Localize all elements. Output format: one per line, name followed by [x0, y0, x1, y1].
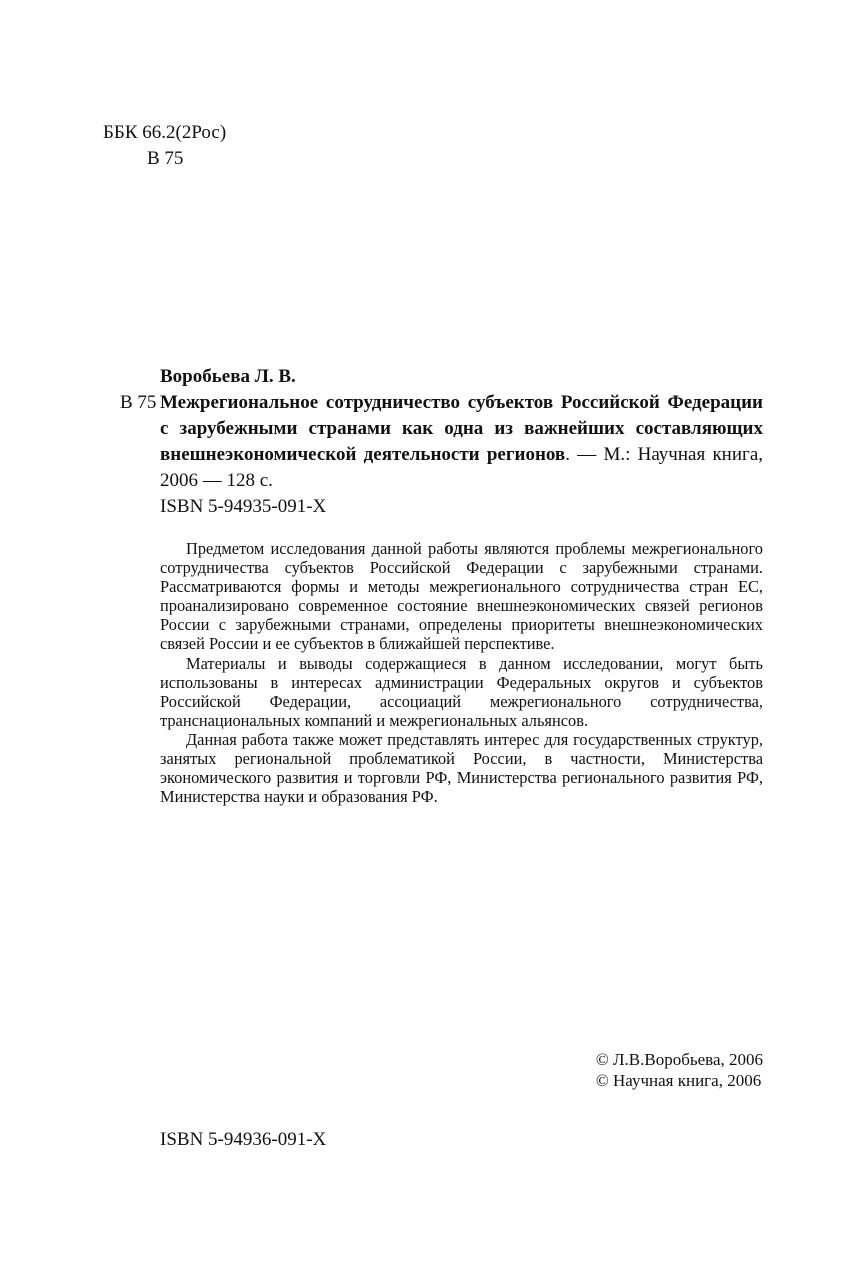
entry-cipher: В 75 [120, 392, 157, 413]
entry-isbn: ISBN 5-94935-091-X [160, 496, 327, 517]
bbk-classification [103, 120, 226, 172]
bibliographic-entry [120, 364, 763, 520]
copyright-author: © Л.В.Воробьева, 2006 [595, 1050, 763, 1069]
footer-isbn: ISBN 5-94936-091-X [160, 1129, 327, 1150]
abstract [160, 539, 763, 806]
author-mark: В 75 [147, 148, 184, 169]
copyright-block [596, 1049, 763, 1091]
abstract-paragraph: Материалы и выводы содержащиеся в данном исследовании, могут быть использованы в интересах администрации Федеральных округов и субъектов Российской Федерации, ассоциаций межрегионального сотрудничества, транснациональных компаний и межрегиональных альянсов. [160, 653, 763, 730]
author-name: Воробьева Л. В. [160, 366, 296, 387]
bbk-code: ББК 66.2(2Рос) [103, 122, 227, 143]
title-block [160, 390, 763, 494]
abstract-paragraph: Данная работа также может представлять интерес для государственных структур, занятых региональной проблематикой России, в частности, Министерства экономического развития и торговли РФ, Министерства регионального развития РФ, Министерства науки и образования РФ. [160, 729, 763, 807]
book-title: Межрегиональное сотрудничество субъектов Российской Федерации с зарубежными странами как одна из важнейших составляющих внешнеэкономической деятельности регионов [160, 392, 763, 465]
imprint: . — М.: Научная книга, 2006 — 128 с. [160, 444, 763, 491]
abstract-paragraph: Предметом исследования данной работы являются проблемы межрегионального сотрудничества субъектов Российской Федерации с зарубежными странами. Рассматриваются формы и методы межрегионального сотрудничества стран ЕС, проанализировано современное состояние внешнеэкономических связей регионов России с зарубежными странами, определены приоритеты внешнеэкономических связей России и ее субъектов в ближайшей перспективе. [160, 539, 763, 654]
copyright-publisher: © Научная книга, 2006 [595, 1071, 762, 1090]
